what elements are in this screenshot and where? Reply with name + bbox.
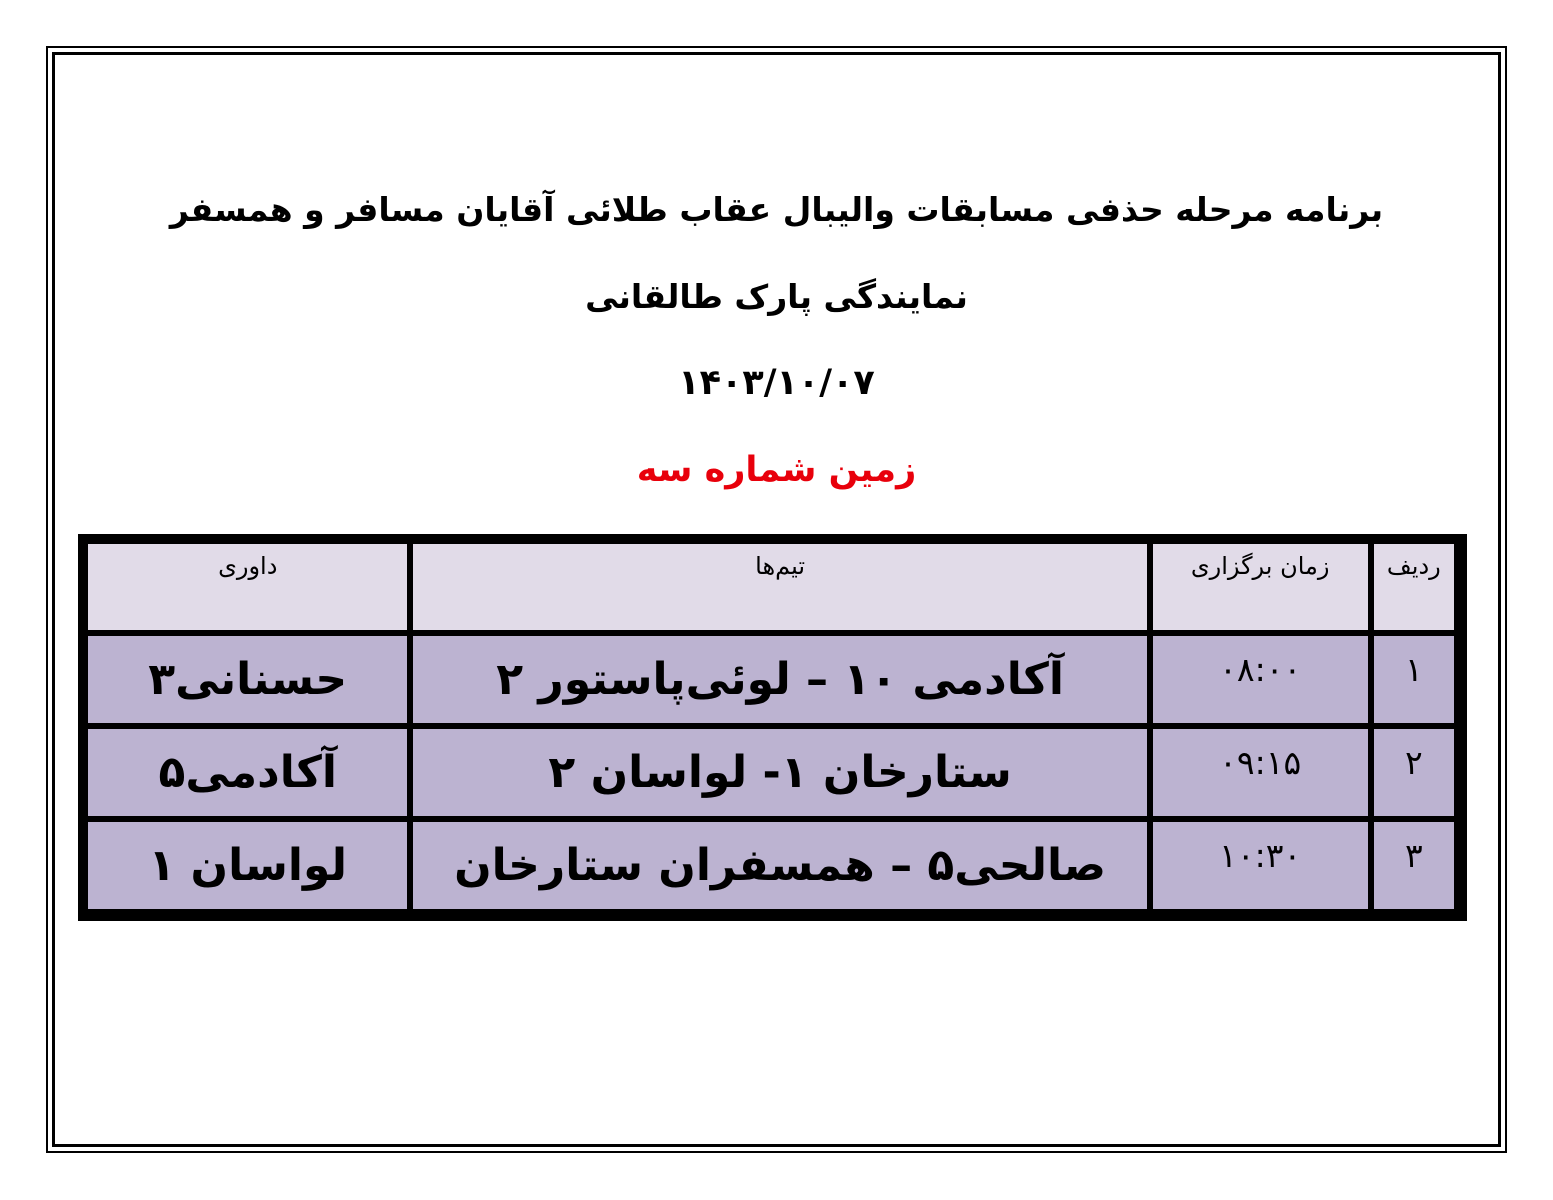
table-row <box>88 822 1454 909</box>
match-teams: آکادمی ۱۰ – لوئی‌پاستور ۲ <box>413 636 1146 723</box>
match-referee: لواسان ۱ <box>88 822 407 909</box>
match-time: ۰۸:۰۰ <box>1153 636 1368 723</box>
match-referee: آکادمی۵ <box>88 729 407 816</box>
header-time: زمان برگزاری <box>1153 544 1368 630</box>
title-line-2: نمایندگی پارک طالقانی <box>585 277 968 316</box>
match-teams: ستارخان ۱- لواسان ۲ <box>413 729 1146 816</box>
table-row <box>88 729 1454 816</box>
match-referee: حسنانی۳ <box>88 636 407 723</box>
title-line-1: برنامه مرحله حذفی مسابقات والیبال عقاب طلائی آقایان مسافر و همسفر <box>169 190 1384 229</box>
row-number: ۲ <box>1374 729 1454 816</box>
match-time: ۰۹:۱۵ <box>1153 729 1368 816</box>
row-number: ۱ <box>1374 636 1454 723</box>
header-teams: تیم‌ها <box>413 544 1146 630</box>
match-time: ۱۰:۳۰ <box>1153 822 1368 909</box>
schedule-table-frame <box>78 534 1467 921</box>
table-header-row <box>88 544 1454 630</box>
header-referee: داوری <box>88 544 407 630</box>
schedule-table <box>82 538 1460 915</box>
row-number: ۳ <box>1374 822 1454 909</box>
table-row <box>88 636 1454 723</box>
field-label: زمین شماره سه <box>636 450 917 490</box>
date: ۱۴۰۳/۱۰/۰۷ <box>678 363 875 403</box>
match-teams: صالحی۵ – همسفران ستارخان <box>413 822 1146 909</box>
header-row-number: ردیف <box>1374 544 1454 630</box>
